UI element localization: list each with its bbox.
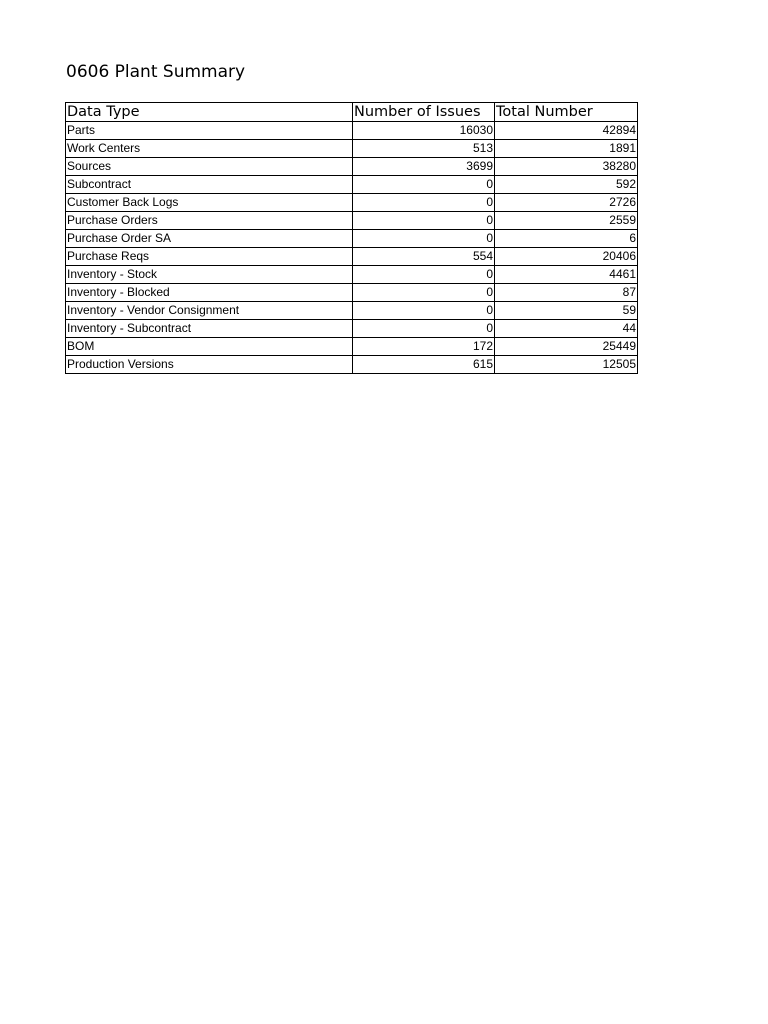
cell-data-type: Sources bbox=[66, 158, 353, 176]
cell-issues: 3699 bbox=[353, 158, 495, 176]
table-row bbox=[66, 338, 638, 356]
header-number-of-issues: Number of Issues bbox=[353, 103, 495, 122]
cell-issues: 0 bbox=[353, 302, 495, 320]
cell-data-type: Inventory - Stock bbox=[66, 266, 353, 284]
table-row bbox=[66, 158, 638, 176]
cell-data-type: Parts bbox=[66, 122, 353, 140]
cell-issues: 0 bbox=[353, 320, 495, 338]
cell-issues: 615 bbox=[353, 356, 495, 374]
cell-total: 2726 bbox=[495, 194, 638, 212]
table-row bbox=[66, 266, 638, 284]
cell-issues: 554 bbox=[353, 248, 495, 266]
cell-data-type: Purchase Reqs bbox=[66, 248, 353, 266]
cell-total: 44 bbox=[495, 320, 638, 338]
header-total-number: Total Number bbox=[495, 103, 638, 122]
cell-total: 12505 bbox=[495, 356, 638, 374]
cell-total: 38280 bbox=[495, 158, 638, 176]
table-row bbox=[66, 212, 638, 230]
cell-issues: 16030 bbox=[353, 122, 495, 140]
table-row bbox=[66, 194, 638, 212]
table-row bbox=[66, 140, 638, 158]
cell-issues: 172 bbox=[353, 338, 495, 356]
cell-data-type: Purchase Order SA bbox=[66, 230, 353, 248]
table-row bbox=[66, 356, 638, 374]
page-title: 0606 Plant Summary bbox=[66, 62, 246, 82]
cell-total: 2559 bbox=[495, 212, 638, 230]
cell-data-type: Inventory - Vendor Consignment bbox=[66, 302, 353, 320]
cell-data-type: Inventory - Subcontract bbox=[66, 320, 353, 338]
cell-data-type: Inventory - Blocked bbox=[66, 284, 353, 302]
cell-total: 4461 bbox=[495, 266, 638, 284]
cell-total: 42894 bbox=[495, 122, 638, 140]
cell-data-type: Production Versions bbox=[66, 356, 353, 374]
plant-summary-table bbox=[65, 102, 638, 374]
cell-total: 6 bbox=[495, 230, 638, 248]
cell-issues: 513 bbox=[353, 140, 495, 158]
cell-data-type: Purchase Orders bbox=[66, 212, 353, 230]
cell-issues: 0 bbox=[353, 266, 495, 284]
cell-issues: 0 bbox=[353, 230, 495, 248]
cell-data-type: BOM bbox=[66, 338, 353, 356]
cell-total: 1891 bbox=[495, 140, 638, 158]
table-row bbox=[66, 176, 638, 194]
cell-data-type: Subcontract bbox=[66, 176, 353, 194]
cell-total: 592 bbox=[495, 176, 638, 194]
table-row bbox=[66, 320, 638, 338]
cell-data-type: Customer Back Logs bbox=[66, 194, 353, 212]
table-row bbox=[66, 302, 638, 320]
cell-issues: 0 bbox=[353, 194, 495, 212]
table-header-row bbox=[66, 103, 638, 122]
cell-total: 20406 bbox=[495, 248, 638, 266]
table-row bbox=[66, 122, 638, 140]
cell-total: 59 bbox=[495, 302, 638, 320]
cell-total: 25449 bbox=[495, 338, 638, 356]
table-row bbox=[66, 248, 638, 266]
cell-issues: 0 bbox=[353, 176, 495, 194]
cell-data-type: Work Centers bbox=[66, 140, 353, 158]
cell-total: 87 bbox=[495, 284, 638, 302]
table-row bbox=[66, 284, 638, 302]
cell-issues: 0 bbox=[353, 284, 495, 302]
cell-issues: 0 bbox=[353, 212, 495, 230]
header-data-type: Data Type bbox=[66, 103, 353, 122]
table-row bbox=[66, 230, 638, 248]
